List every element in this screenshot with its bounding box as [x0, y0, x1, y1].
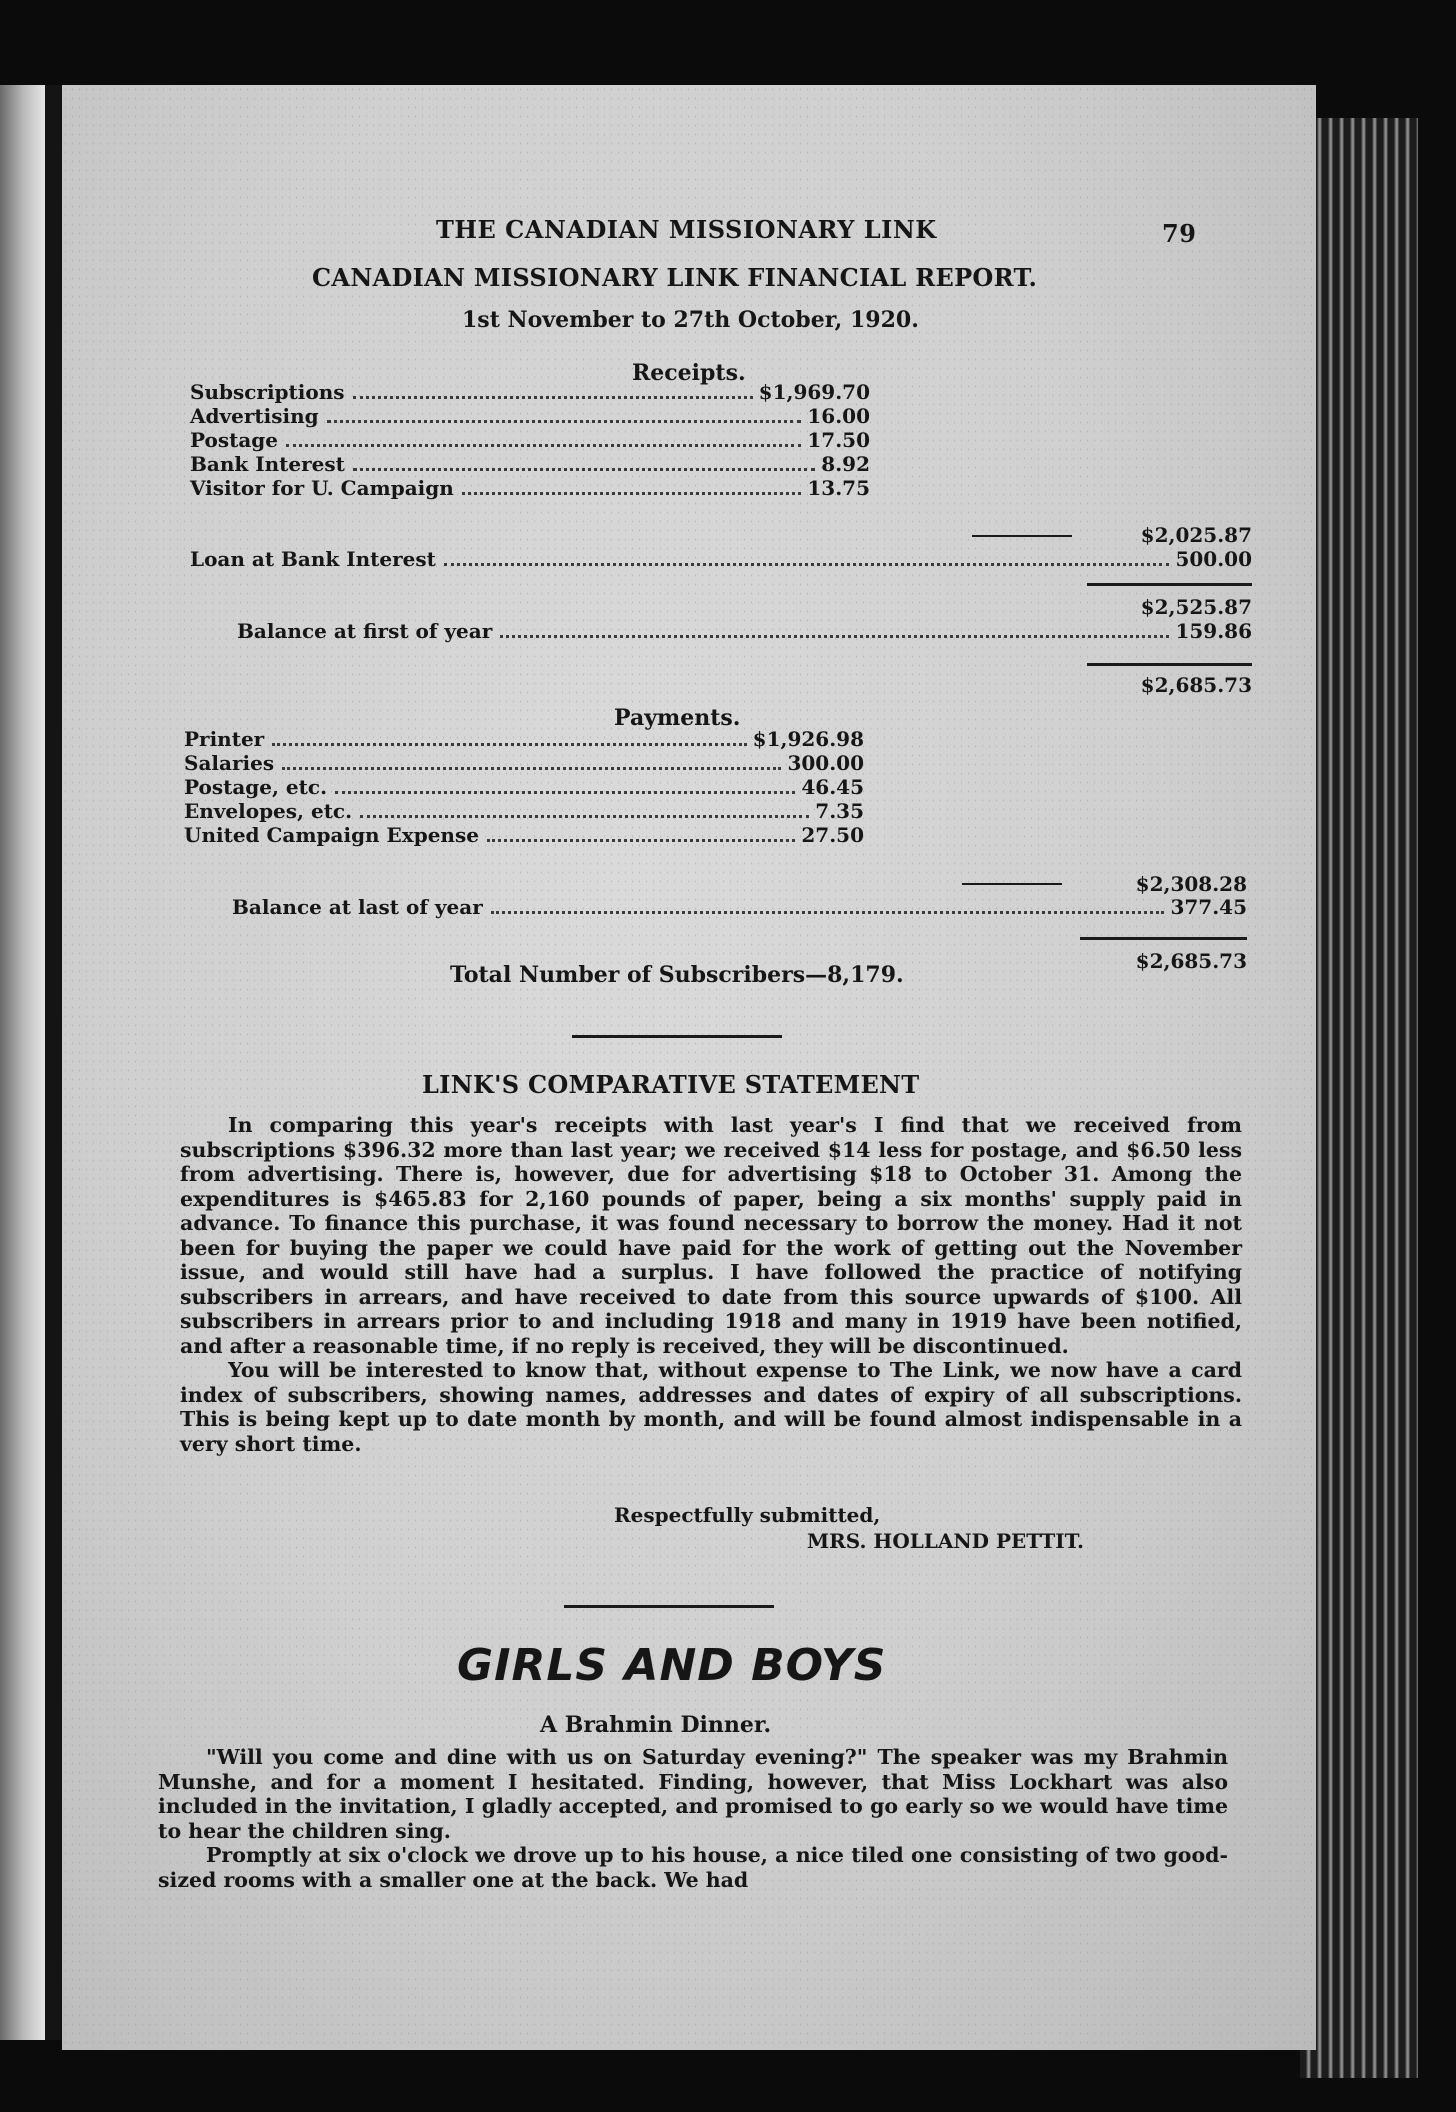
payment-label: Printer [184, 727, 265, 751]
sum-rule [962, 883, 1062, 885]
receipt-label: Subscriptions [190, 380, 345, 404]
leader-dots [500, 635, 1169, 638]
balance-first-row [237, 619, 1252, 643]
payment-row [184, 775, 864, 799]
leader-dots [462, 492, 802, 495]
leader-dots [353, 396, 753, 399]
leader-dots [491, 911, 1165, 914]
subscribers-total: Total Number of Subscribers—8,179. [450, 962, 904, 988]
receipt-amount: 8.92 [821, 452, 870, 476]
statement-paragraph: In comparing this year's receipts with last year's I find that we received from subscriptions $396.32 more than last year; we received $14 less for postage, and $6.50 less from advertising. There is, however, due for advertising $18 to October 31. Among the expenditures is $465.83 for 2,160 pounds of paper, being a six months' supply paid in advance. To finance this purchase, it was found necessary to borrow the money. Had it not been for buying the paper we could have paid for the work of getting out the November issue, and would still have had a surplus. I have followed the practice of notifying subscribers in arrears, and have received to date from this source upwards of $100. All subscribers in arrears prior to and including 1918 and many in 1919 have been notified, and after a reasonable time, if no reply is received, they will be discontinued. [180, 1113, 1242, 1358]
receipts-subtotal: $2,025.87 [1140, 523, 1252, 547]
payment-label: Postage, etc. [184, 775, 328, 799]
payment-amount: 300.00 [787, 751, 864, 775]
payment-label: Envelopes, etc. [184, 799, 353, 823]
loan-label: Loan at Bank Interest [190, 547, 436, 571]
receipt-row [190, 476, 870, 500]
payment-amount: 7.35 [815, 799, 864, 823]
section-divider [572, 1035, 782, 1038]
leader-dots [286, 444, 801, 447]
sum-rule [1080, 937, 1247, 940]
leader-dots [444, 563, 1170, 566]
payment-label: United Campaign Expense [184, 823, 479, 847]
receipts-grand-total: $2,685.73 [1140, 673, 1252, 697]
balance-last-amount: 377.45 [1170, 895, 1247, 919]
payment-row [184, 823, 864, 847]
loan-row [190, 547, 1252, 571]
running-title: THE CANADIAN MISSIONARY LINK [436, 215, 937, 244]
report-period: 1st November to 27th October, 1920. [462, 307, 919, 333]
leader-dots [353, 468, 815, 471]
receipts-total-with-loan: $2,525.87 [1140, 595, 1252, 619]
receipt-label: Advertising [190, 404, 319, 428]
statement-paragraph: You will be interested to know that, without expense to The Link, we now have a card index of subscribers, showing names, addresses and dates of expiry of all subscriptions. This is being kept up to date month by month, and will be found almost indispensable in a very short time. [180, 1358, 1242, 1456]
receipt-row [190, 404, 870, 428]
page-number: 79 [1162, 219, 1197, 248]
payment-amount: 46.45 [801, 775, 864, 799]
leader-dots [487, 839, 795, 842]
receipt-row [190, 428, 870, 452]
receipt-label: Postage [190, 428, 279, 452]
payment-row [184, 727, 864, 751]
story-body [158, 1745, 1228, 1892]
report-title: CANADIAN MISSIONARY LINK FINANCIAL REPORT. [312, 263, 1038, 292]
payment-label: Salaries [184, 751, 275, 775]
receipt-amount: 13.75 [807, 476, 870, 500]
balance-last-label: Balance at last of year [232, 895, 483, 919]
loan-amount: 500.00 [1175, 547, 1252, 571]
balance-last-row [232, 895, 1247, 919]
balance-first-label: Balance at first of year [237, 619, 493, 643]
signature: MRS. HOLLAND PETTIT. [807, 1529, 1084, 1553]
payments-grand-total: $2,685.73 [1135, 949, 1247, 973]
payment-amount: 27.50 [801, 823, 864, 847]
book-page [62, 85, 1316, 2050]
payment-amount: $1,926.98 [752, 727, 864, 751]
sum-rule [1087, 583, 1252, 586]
section-divider [564, 1605, 774, 1608]
closing-line: Respectfully submitted, [614, 1503, 881, 1527]
leader-dots [360, 815, 809, 818]
receipt-row [190, 380, 870, 404]
payments-heading: Payments. [614, 705, 741, 731]
story-paragraph: "Will you come and dine with us on Saturday evening?" The speaker was my Brahmin Munshe, and for a moment I hesitated. Finding, however, that Miss Lockhart was also included in the invitation, I gladly accepted, and promised to go early so we would have time to hear the children sing. [158, 1745, 1228, 1843]
payment-row [184, 799, 864, 823]
girls-boys-title: GIRLS AND BOYS [457, 1640, 887, 1691]
receipt-amount: 17.50 [807, 428, 870, 452]
leader-dots [282, 767, 781, 770]
statement-title: LINK'S COMPARATIVE STATEMENT [422, 1070, 920, 1099]
receipt-label: Visitor for U. Campaign [190, 476, 454, 500]
payments-subtotal: $2,308.28 [1135, 872, 1247, 896]
leader-dots [272, 743, 746, 746]
sum-rule [1087, 663, 1252, 666]
receipt-amount: $1,969.70 [758, 380, 870, 404]
story-paragraph: Promptly at six o'clock we drove up to his house, a nice tiled one consisting of two good-sized rooms with a smaller one at the back. We had [158, 1843, 1228, 1892]
receipts-heading: Receipts. [632, 360, 746, 386]
receipt-amount: 16.00 [807, 404, 870, 428]
sum-rule [972, 535, 1072, 537]
receipt-row [190, 452, 870, 476]
leader-dots [335, 791, 795, 794]
receipt-label: Bank Interest [190, 452, 345, 476]
book-page-edges [1300, 118, 1418, 2078]
payment-row [184, 751, 864, 775]
leader-dots [327, 420, 802, 423]
balance-first-amount: 159.86 [1175, 619, 1252, 643]
facing-page-edge [0, 85, 45, 2040]
statement-body [180, 1113, 1242, 1456]
girls-boys-subtitle: A Brahmin Dinner. [540, 1712, 772, 1738]
